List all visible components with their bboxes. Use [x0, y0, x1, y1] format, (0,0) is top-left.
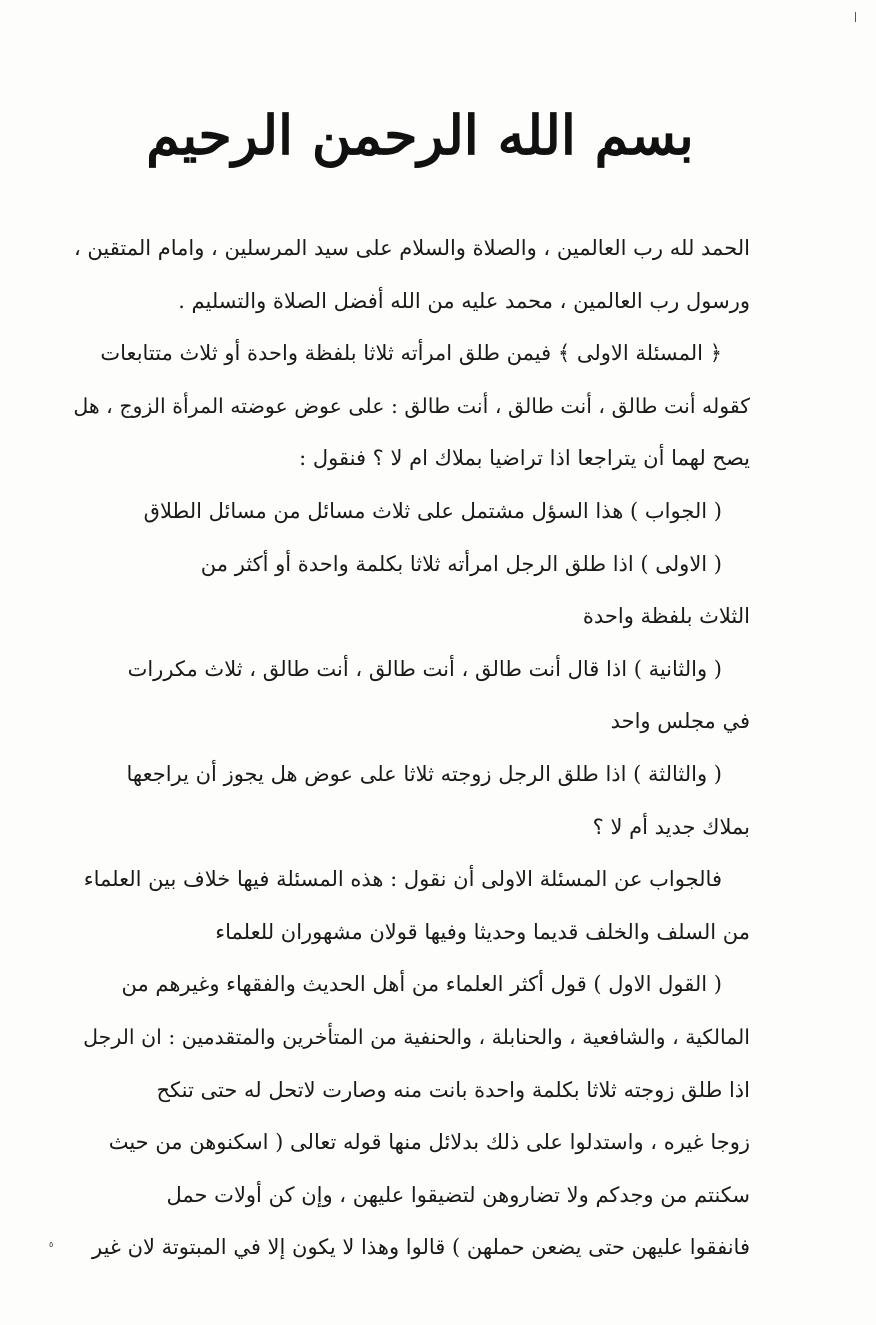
text-line: ( الجواب ) هذا السؤل مشتمل على ثلاث مسائل من مسائل الطلاق — [143, 498, 722, 523]
text-line: فالجواب عن المسئلة الاولى أن نقول : هذه المسئلة فيها خلاف بين العلماء — [83, 867, 722, 892]
text-line: ورسول رب العالمين ، محمد عليه من الله أفضل الصلاة والتسليم . — [178, 288, 750, 313]
edge-tick — [855, 12, 856, 22]
text-line: الحمد لله رب العالمين ، والصلاة والسلام على سيد المرسلين ، وامام المتقين ، — [73, 236, 750, 260]
text-line: ( القول الاول ) قول أكثر العلماء من أهل الحديث والفقهاء وغيرهم من — [121, 972, 722, 997]
text-line: اذا طلق زوجته ثلاثا بكلمة واحدة بانت منه وصارت لاتحل له حتى تنكح — [156, 1077, 750, 1102]
text-line: بملاك جديد أم لا ؟ — [592, 814, 750, 839]
text-line: كقوله أنت طالق ، أنت طالق ، أنت طالق : على عوض عوضته المرأة الزوج ، هل — [73, 393, 750, 418]
page-mark: ٥ — [49, 1240, 54, 1249]
text-line: الثلاث بلفظة واحدة — [582, 604, 750, 629]
text-line: ( والثالثة ) اذا طلق الرجل زوجته ثلاثا على عوض هل يجوز أن يراجعها — [126, 761, 722, 786]
text-line: ( والثانية ) اذا قال أنت طالق ، أنت طالق ، أنت طالق ، ثلاث مكررات — [127, 656, 722, 681]
text-line: ( الاولى ) اذا طلق الرجل امرأته ثلاثا بكلمة واحدة أو أكثر من — [200, 551, 722, 576]
text-line: المالكية ، والشافعية ، والحنابلة ، والحنفية من المتأخرين والمتقدمين : ان الرجل — [83, 1024, 750, 1049]
text-line: سكنتم من وجدكم ولا تضاروهن لتضيقوا عليهن ، وإن كن أولات حمل — [166, 1182, 750, 1207]
text-line: فانفقوا عليهن حتى يضعن حملهن ) قالوا وهذا لا يكون إلا في المبتوتة لان غير — [91, 1235, 750, 1260]
basmala-heading — [146, 70, 694, 200]
text-line: ﴿ المسئلة الاولى ﴾ فيمن طلق امرأته ثلاثا بلفظة واحدة أو ثلاث متتابعات — [100, 341, 722, 366]
basmala-text: بسم الله الرحمن الرحيم — [146, 103, 694, 167]
text-line: يصح لهما أن يتراجعا اذا تراضيا بملاك ام لا ؟ فنقول : — [299, 446, 750, 471]
text-line: زوجا غيره ، واستدلوا على ذلك بدلائل منها قوله تعالى ( اسكنوهن من حيث — [108, 1130, 750, 1155]
text-line: في مجلس واحد — [610, 709, 750, 734]
body-text — [70, 222, 750, 1274]
text-line: من السلف والخلف قديما وحديثا وفيها قولان مشهوران للعلماء — [215, 919, 750, 944]
